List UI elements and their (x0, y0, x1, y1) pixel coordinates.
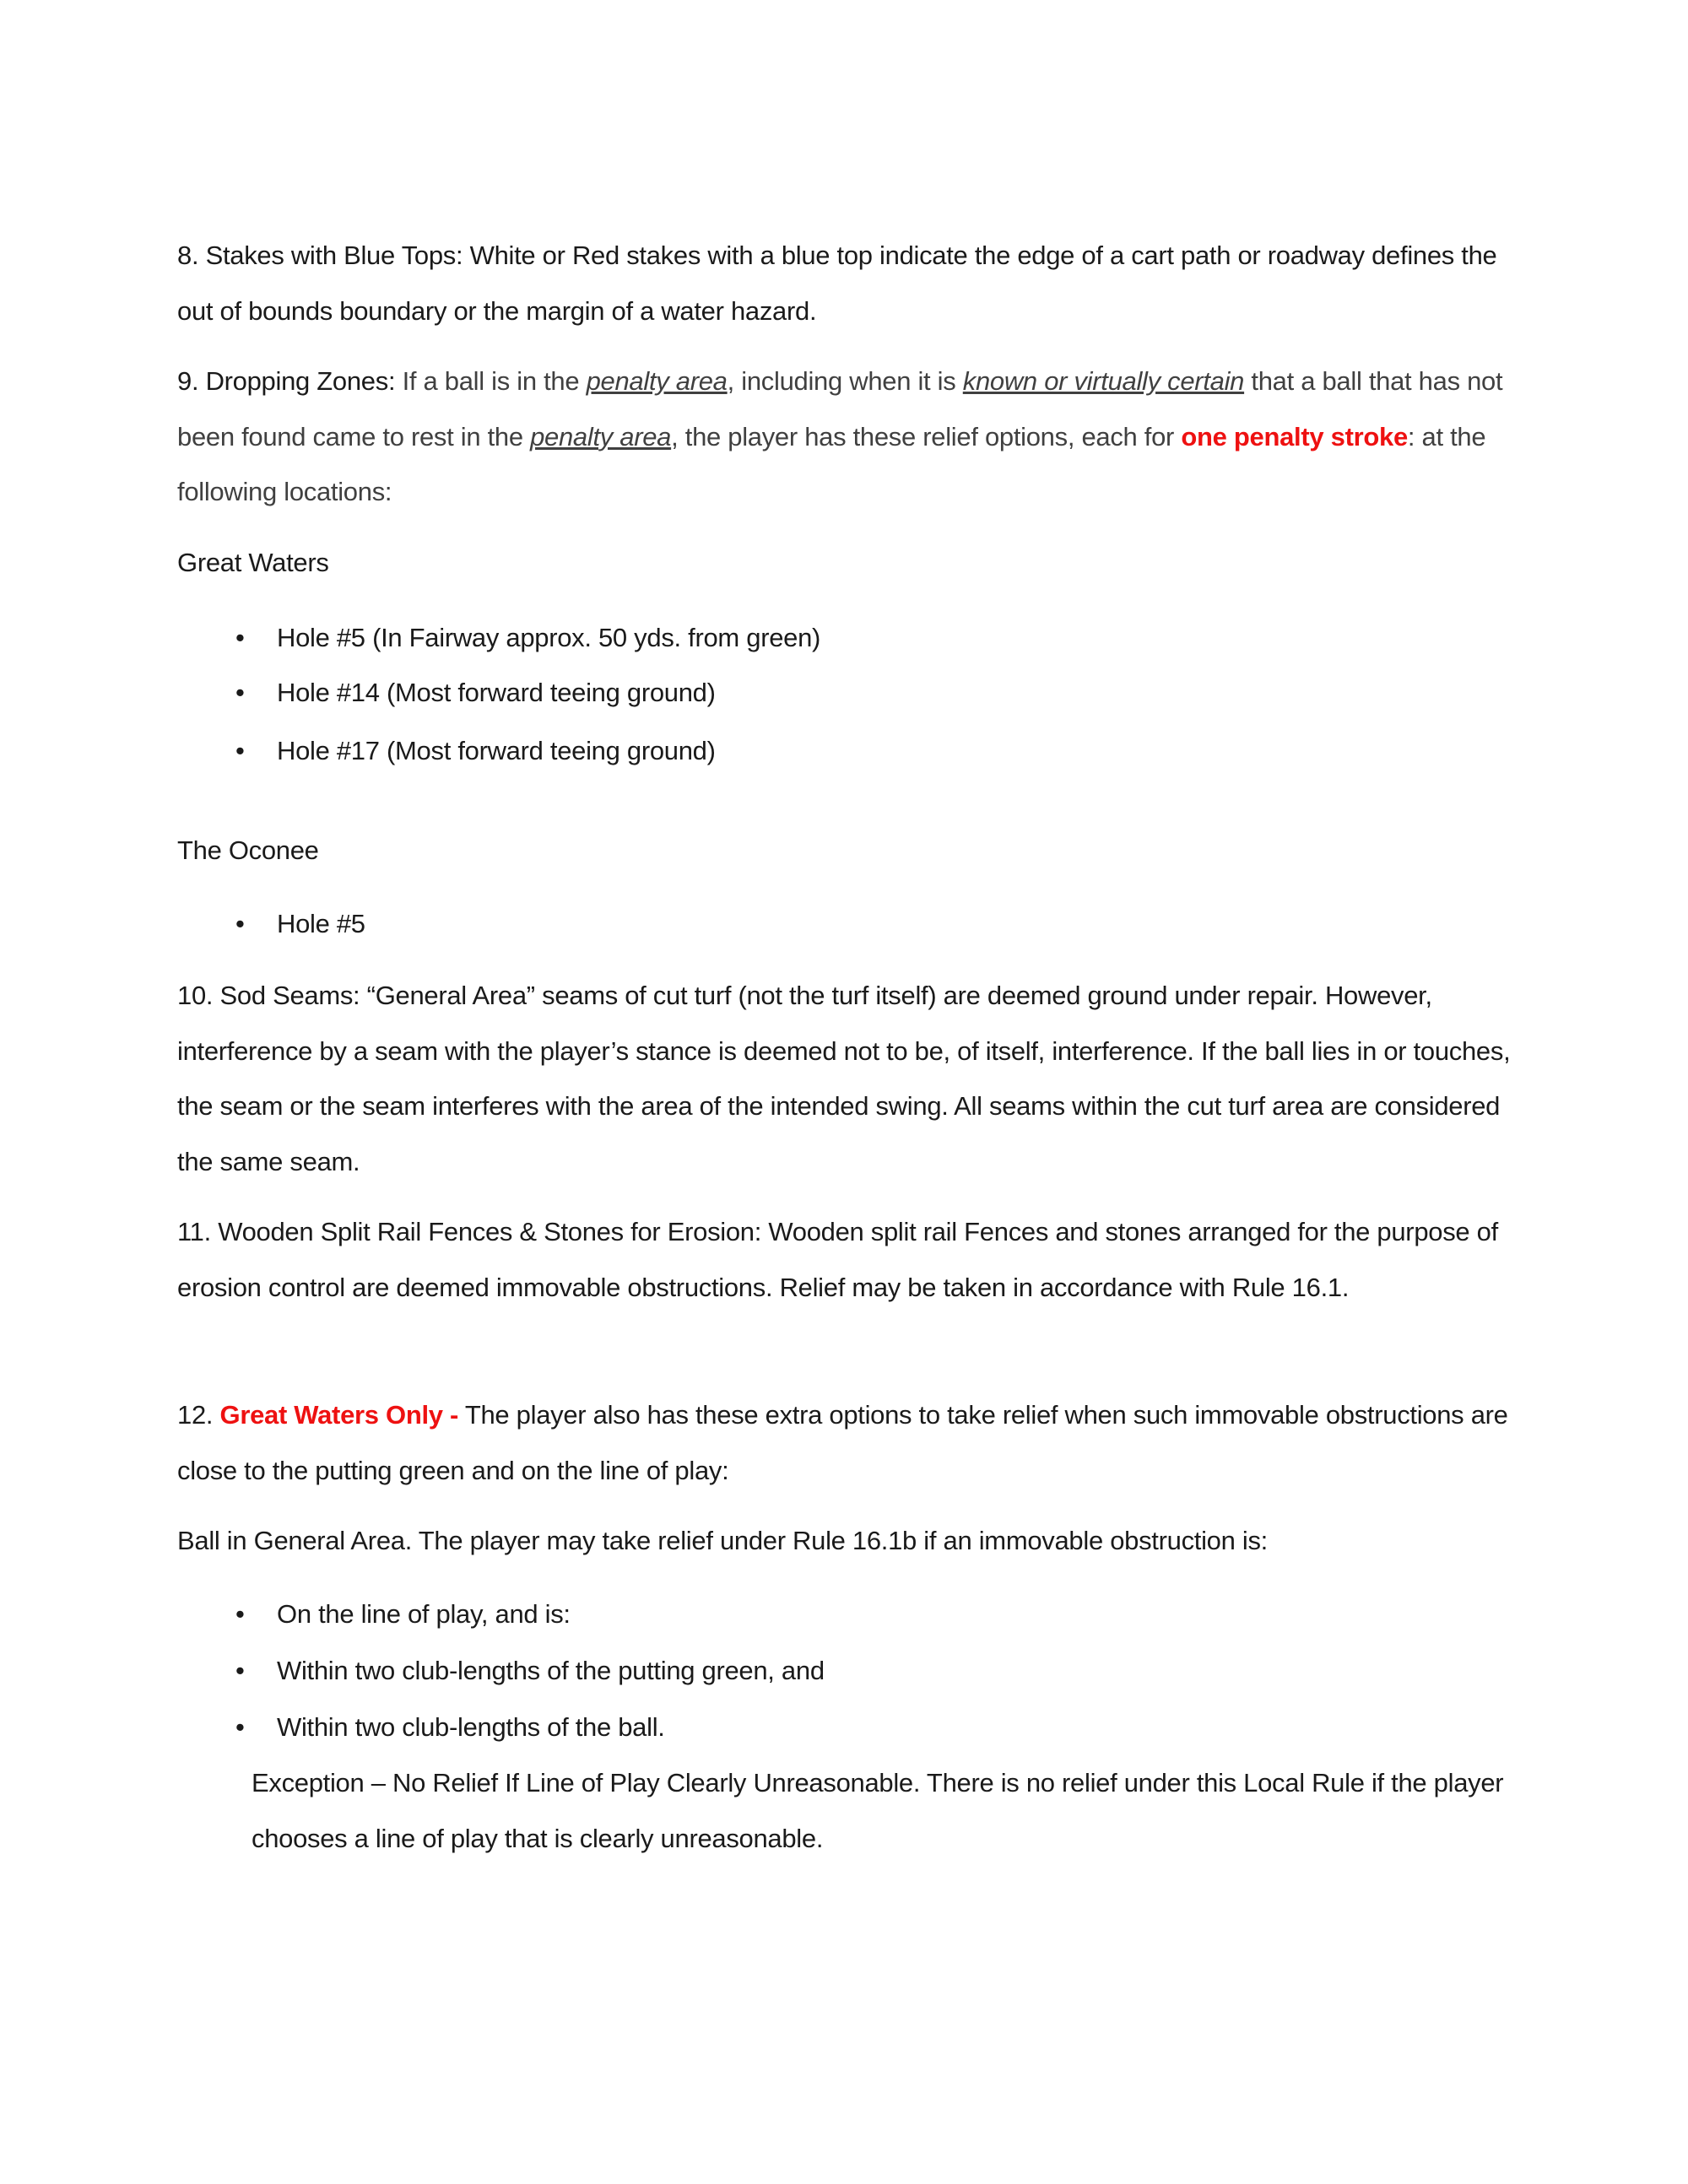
rule-9-label: 9. Dropping Zones: (177, 366, 396, 396)
rule-11: 11. Wooden Split Rail Fences & Stones for Erosion: Wooden split rail Fences and stones arranged for the purpose of erosion control are deemed immovable obstructions. Relief may be taken in accordance with Rule 16.1. (177, 1217, 1498, 1302)
bullet-icon: • (235, 736, 245, 765)
rule-12-text: The player also has these extra options to take relief when such immovable obstructions are close to the putting green and on the line of play: (177, 1400, 1508, 1485)
rule-10: 10. Sod Seams: “General Area” seams of cut turf (not the turf itself) are deemed ground under repair. However, interference by a seam with the player’s stance is deemed not to be, of itself, interference. If the ball lies in or touches, the seam or the seam interferes with the area of the intended swing. All seams within the cut turf area are considered the same seam. (177, 981, 1511, 1176)
text: , the player has these relief options, each for (671, 421, 1182, 451)
bullet-icon: • (235, 1599, 245, 1629)
text: , including when it is (727, 366, 963, 396)
rule-12-number: 12. (177, 1400, 220, 1430)
defined-term-link[interactable]: known or virtually certain (962, 366, 1245, 396)
list-item-text: Hole #5 (In Fairway approx. 50 yds. from green) (277, 623, 821, 652)
rule-12 (177, 1387, 1528, 1498)
oconee-heading: The Oconee (177, 835, 319, 865)
bullet-icon: • (235, 909, 245, 938)
bullet-icon: • (235, 1712, 245, 1742)
list-item-text: Within two club-lengths of the putting green, and (277, 1656, 825, 1685)
rule-12-emphasis: Great Waters Only - (219, 1400, 459, 1430)
text: : at the following locations: (177, 421, 1486, 506)
great-waters-heading: Great Waters (177, 548, 329, 577)
text: If a ball is in the (395, 366, 587, 396)
list-item-text: Within two club-lengths of the ball. (277, 1712, 665, 1742)
defined-term-link[interactable]: penalty area (586, 366, 728, 396)
bullet-icon: • (235, 1656, 245, 1685)
rule-8 (177, 228, 1528, 338)
list-item-text: On the line of play, and is: (277, 1599, 571, 1629)
rule-8-label: 8. Stakes with Blue Tops: (177, 241, 463, 270)
rule-9 (177, 354, 1528, 520)
text: that a ball that has not been found came to rest in the (177, 366, 1503, 451)
defined-term-link[interactable]: penalty area (530, 421, 672, 451)
bullet-icon: • (235, 678, 245, 707)
list-item-text: Hole #17 (Most forward teeing ground) (277, 736, 716, 765)
ball-general-area: Ball in General Area. The player may take relief under Rule 16.1b if an immovable obstruction is: (177, 1526, 1268, 1555)
list-item-text: Hole #5 (277, 909, 365, 938)
rule-8-text: White or Red stakes with a blue top indicate the edge of a cart path or roadway defines the out of bounds boundary or the margin of a water hazard. (177, 241, 1497, 326)
list-item-text: Hole #14 (Most forward teeing ground) (277, 678, 716, 707)
bullet-icon: • (235, 623, 245, 652)
penalty-emphasis: one penalty stroke (1181, 421, 1408, 451)
exception-note: Exception – No Relief If Line of Play Clearly Unreasonable. There is no relief under this Local Rule if the player chooses a line of play that is clearly unreasonable. (252, 1768, 1504, 1853)
